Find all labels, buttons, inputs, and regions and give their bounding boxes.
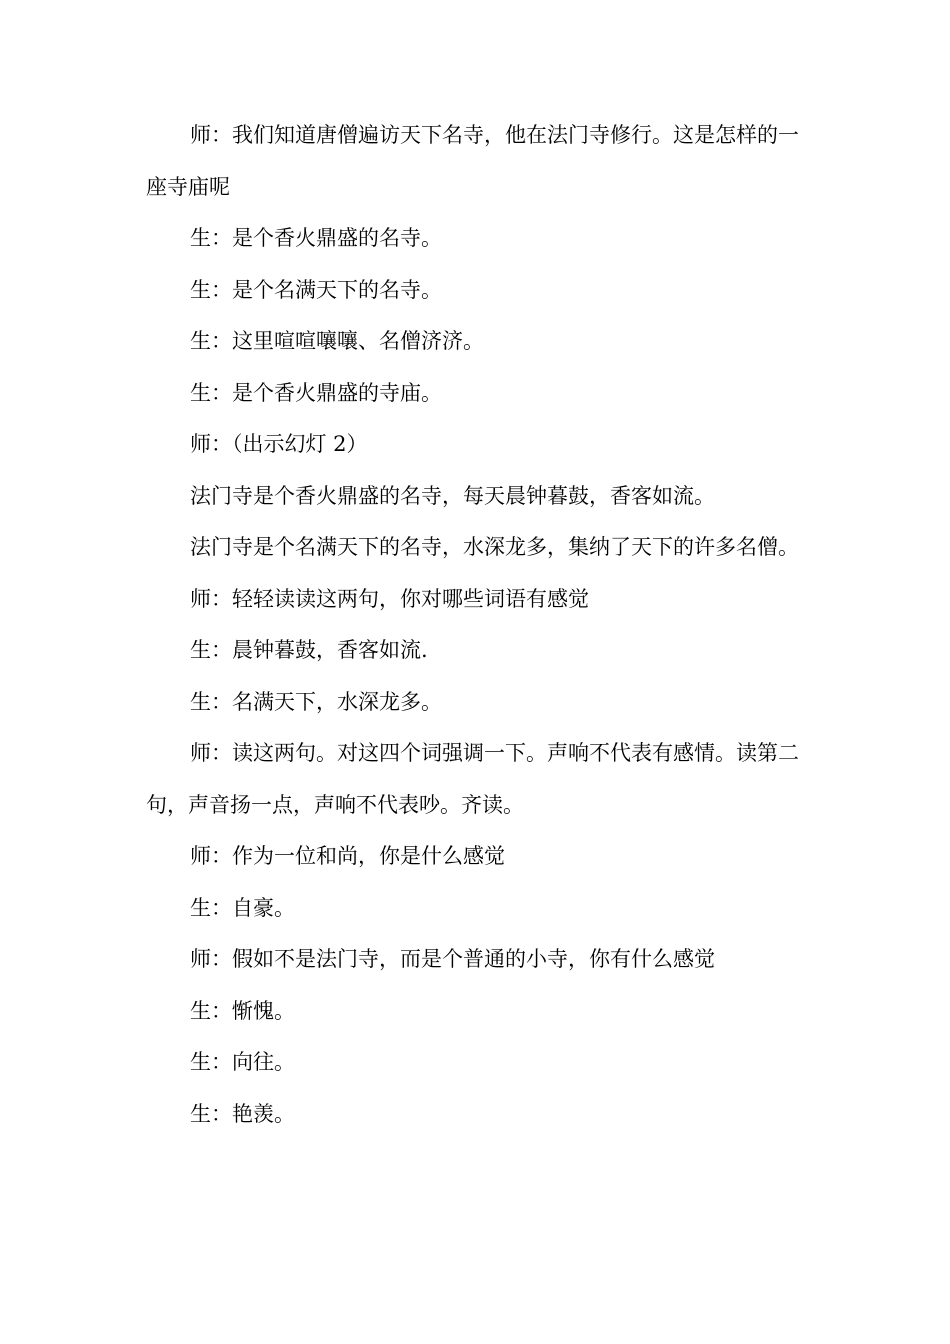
paragraph-11: 生：名满天下，水深龙多。 [190, 689, 442, 714]
paragraph-16: 生：惭愧。 [190, 998, 295, 1023]
paragraph-6: 师：（出示幻灯 2） [190, 432, 368, 456]
paragraph-4: 生：这里喧喧嚷嚷、名僧济济。 [190, 329, 484, 353]
paragraph-14: 生：自豪。 [190, 895, 295, 920]
paragraph-10: 生：晨钟暮鼓，香客如流. [190, 638, 428, 662]
paragraph-7: 法门寺是个香火鼎盛的名寺，每天晨钟暮鼓，香客如流。 [190, 483, 715, 508]
paragraph-5: 生：是个香火鼎盛的寺庙。 [190, 380, 442, 405]
paragraph-12: 师：读这两句。对这四个词强调一下。声响不代表有感情。读第二句，声音扬一点，声响不代表吵。齐读。 [146, 741, 799, 817]
paragraph-13: 师：作为一位和尚，你是什么感觉 [190, 844, 505, 868]
paragraph-8: 法门寺是个名满天下的名寺，水深龙多，集纳了天下的许多名僧。 [190, 535, 799, 559]
paragraph-1: 师：我们知道唐僧遍访天下名寺，他在法门寺修行。这是怎样的一座寺庙呢 [146, 123, 799, 199]
paragraph-3: 生：是个名满天下的名寺。 [190, 277, 442, 302]
document-body [146, 110, 806, 1140]
paragraph-15: 师：假如不是法门寺，而是个普通的小寺，你有什么感觉 [190, 947, 715, 971]
paragraph-17: 生：向往。 [190, 1050, 295, 1074]
paragraph-18: 生：艳羡。 [190, 1101, 295, 1126]
paragraph-2: 生：是个香火鼎盛的名寺。 [190, 226, 442, 250]
paragraph-9: 师：轻轻读读这两句，你对哪些词语有感觉 [190, 586, 589, 611]
